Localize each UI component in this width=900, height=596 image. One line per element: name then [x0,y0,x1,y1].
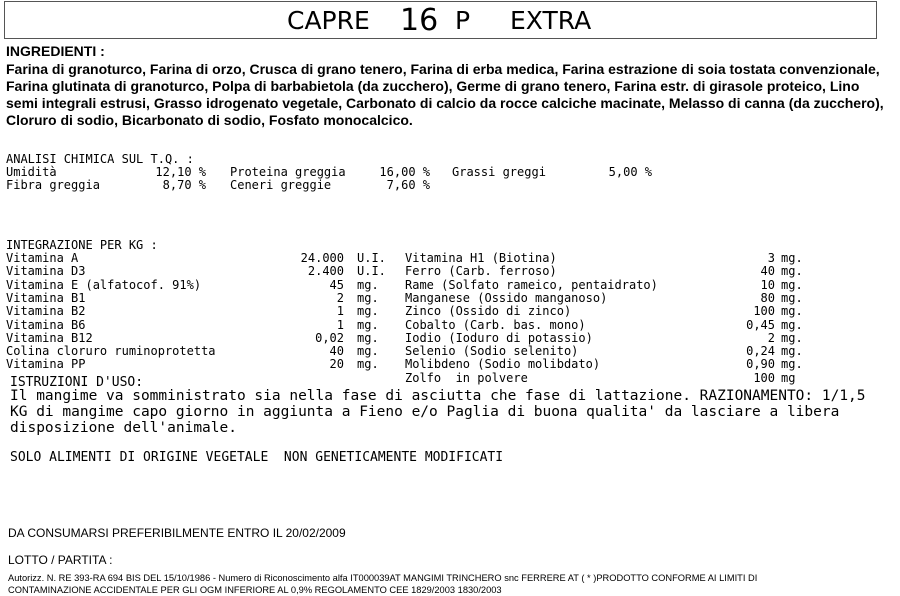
integration-right-row-label: Manganese (Ossido manganoso) [405,290,608,305]
integration-left-row-label: Vitamina B2 [6,304,86,319]
integration-left-row-label: Vitamina B12 [6,330,93,345]
integration-right-row-value: 40 [760,264,775,279]
integration-left-row-value: 24.000 [300,251,344,265]
integration-left-row-label: Colina cloruro ruminoprotetta [6,344,216,359]
integration-left-row-label: Vitamina E (alfatocof. 91%) [6,277,202,292]
integration-right-row-value: 10 [760,277,775,292]
integration-right-row-unit: mg. [781,251,803,265]
integration-left-row-label: Vitamina A [6,251,79,265]
integration-left-row-value: 40 [329,344,344,359]
analysis-label-ash: Ceneri greggie [230,178,332,192]
instructions-heading: ISTRUZIONI D'USO: [10,375,144,390]
integration-left-row-value: 20 [329,357,344,372]
ingredients-text: Farina di granoturco, Farina di orzo, Crusca di grano tenero, Farina di erba medica, Farina estrazione di soia tostata convenzionale, Farina glutinata di granoturco, Polpa di barbabietola (da zucchero), Germe di grano tenero, Farina estr. di girasole proteico, Lino semi integrali estrusi, Grasso idrogenato vegetale, Carbonato di calcio da rocce calciche macinate, Melasso di canna (da zucchero), Cloruro di sodio, Bicarbonato di sodio, Fosfato monocalcico. [6,61,884,128]
integration-left-row-value: 45 [329,277,344,292]
integration-right-row-label: Cobalto (Carb. bas. mono) [405,317,586,332]
integration-left-row-unit: U.I. [357,251,386,265]
vegetable-origin-notice: SOLO ALIMENTI DI ORIGINE VEGETALE NON GENETICAMENTE MODIFICATI [10,450,504,465]
analysis-label-humidity: Umidità [6,165,57,179]
integration-left-row-value: 2 [336,290,344,305]
integration-right-row-value: 100 [753,370,775,385]
integration-right-row-unit: mg. [781,344,803,359]
integration-left-row-unit: mg. [357,277,379,292]
integration-right-row-value: 0,90 [746,357,775,372]
integration-left-row-value: 1 [336,317,344,332]
product-letter: P [455,6,471,35]
integration-left-row-unit: mg. [357,330,379,345]
integration-right-row-value: 100 [753,304,775,319]
legal-line-2: CONTAMINAZIONE ACCIDENTALE PER GLI OGM INFERIORE AL 0,9% REGOLAMENTO CEE 1829/2003 1830/2003 [8,585,502,595]
integration-left-row-label: Vitamina B1 [6,290,86,305]
integration-right-row-unit: mg. [781,357,803,372]
integration-left-row-value: 0,02 [315,330,344,345]
integration-right-row-value: 3 [767,251,775,265]
integration-right-row-unit: mg. [781,264,803,279]
integration-right-row-unit: mg. [781,304,803,319]
integration-right-row-label: Iodio (Ioduro di potassio) [405,330,593,345]
integration-left-row-value: 1 [336,304,344,319]
analysis-value-protein: 16,00 % [379,165,430,179]
integration-right-row-label: Molibdeno (Sodio molibdato) [405,357,601,372]
integration-left-row-unit: mg. [357,317,379,332]
integration-right-row-unit: mg [781,370,796,385]
integration-right-row-value: 80 [760,290,775,305]
lot-label: LOTTO / PARTITA : [8,553,113,567]
integration-right-row-label: Selenio (Sodio selenito) [405,344,579,359]
integration-right-row-label: Ferro (Carb. ferroso) [405,264,557,279]
integration-right-row-unit: mg. [781,290,803,305]
integration-left-row-unit: mg. [357,304,379,319]
analysis-value-fibre: 8,70 % [162,178,206,192]
integration-left-row-unit: mg. [357,357,379,372]
integration-right-row-value: 0,24 [746,344,775,359]
integration-right-row-label: Zolfo in polvere [405,370,528,385]
analysis-value-ash: 7,60 % [386,178,430,192]
integration-left-row-label: Vitamina B6 [6,317,86,332]
product-grade: EXTRA [510,6,592,35]
integration-left-row-label: Vitamina PP [6,357,86,372]
integration-left-row-unit: mg. [357,344,379,359]
product-title-box [4,1,877,39]
analysis-label-fibre: Fibra greggia [6,178,100,192]
integration-right-row-value: 2 [767,330,775,345]
integration-right-row-label: Vitamina H1 (Biotina) [405,251,557,265]
analysis-heading: ANALISI CHIMICA SUL T.Q. : [6,152,194,166]
integration-right-row-label: Zinco (Ossido di zinco) [405,304,572,319]
ingredients-heading: INGREDIENTI : [6,43,105,59]
integration-right-row-unit: mg. [781,330,803,345]
analysis-value-humidity: 12,10 % [155,165,206,179]
integration-left-row-unit: mg. [357,290,379,305]
analysis-label-fat: Grassi greggi [452,165,546,179]
analysis-value-fat: 5,00 % [608,165,652,179]
integration-heading: INTEGRAZIONE PER KG : [6,238,158,252]
product-name: CAPRE [287,6,370,35]
integration-right-row-value: 0,45 [746,317,775,332]
expiry-date: DA CONSUMARSI PREFERIBILMENTE ENTRO IL 20/02/2009 [8,526,346,540]
integration-left-row-unit: U.I. [357,264,386,279]
integration-left-row-label: Vitamina D3 [6,264,86,279]
integration-right-row-unit: mg. [781,317,803,332]
instructions-line-2: KG di mangime capo giorno in aggiunta a Fieno e/o Paglia di buona qualita' da lasciare a libera [10,404,840,420]
integration-right-row-label: Rame (Solfato rameico, pentaidrato) [405,277,658,292]
integration-right-row-unit: mg. [781,277,803,292]
integration-left-row-value: 2.400 [307,264,344,279]
instructions-line-1: Il mangime va somministrato sia nella fase di asciutta che fase di lattazione. RAZIONAMENTO: 1/1,5 [10,388,866,404]
legal-line-1: Autorizz. N. RE 393-RA 694 BIS DEL 15/10/1986 - Numero di Riconoscimento alfa IT000039AT MANGIMI TRINCHERO snc FERRERE AT ( * )PRODOTTO CONFORME AI LIMITI DI [8,573,758,583]
product-number: 16 [400,3,439,38]
instructions-line-3: disposizione dell'animale. [10,420,237,436]
analysis-label-protein: Proteina greggia [230,165,346,179]
